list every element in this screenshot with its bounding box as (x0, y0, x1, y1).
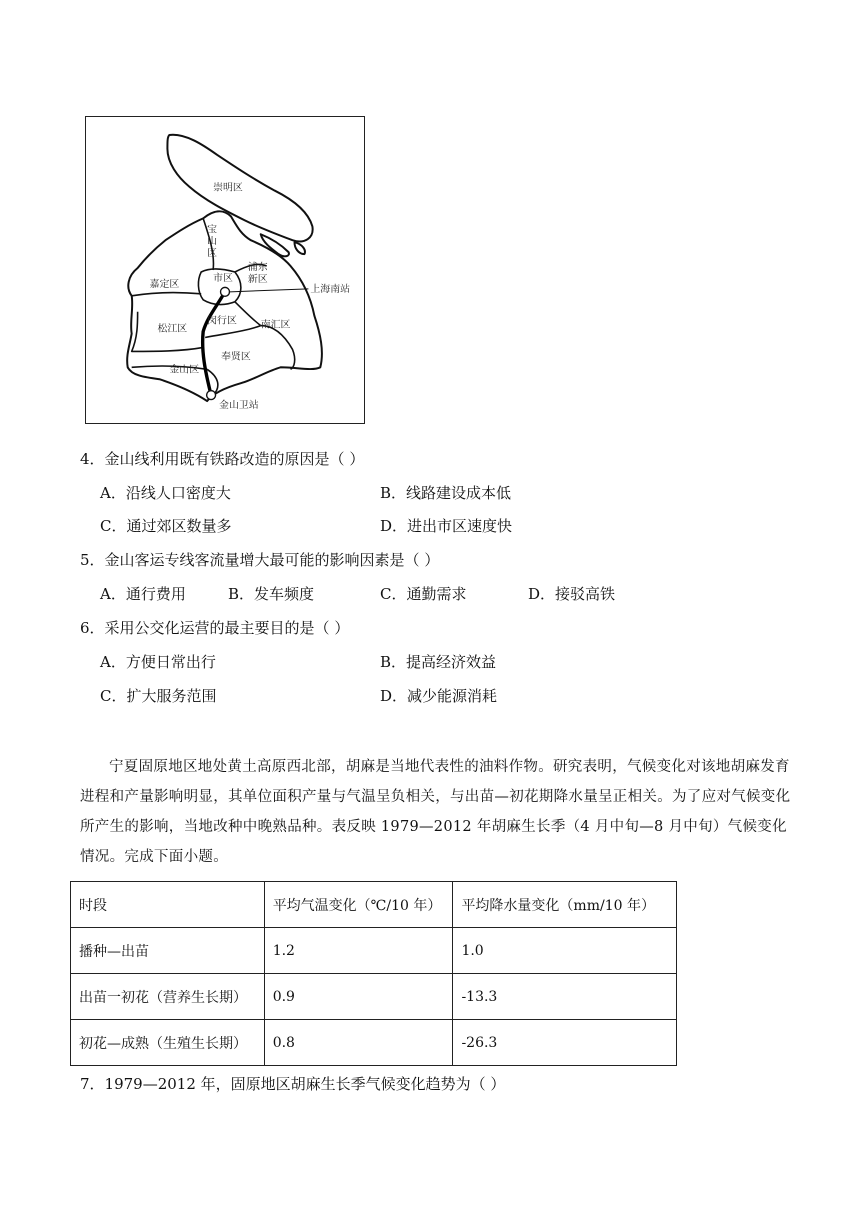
border-fengxian (205, 326, 261, 338)
table-row (71, 928, 677, 974)
question-6-option-d: D．减少能源消耗 (380, 687, 498, 705)
question-5-option-b: B．发车频度 (228, 585, 315, 603)
table-cell: 出苗一初花（营养生长期） (71, 974, 265, 1020)
question-4-option-c: C．通过郊区数量多 (100, 517, 232, 535)
question-5-option-c: C．通勤需求 (380, 585, 467, 603)
question-6-stem: 6．采用公交化运营的最主要目的是（ ） (80, 619, 350, 637)
table-cell: -13.3 (453, 974, 677, 1020)
question-4-stem: 4．金山线利用既有铁路改造的原因是（ ） (80, 450, 365, 468)
question-7-stem: 7．1979—2012 年，固原地区胡麻生长季气候变化趋势为（ ） (80, 1075, 506, 1093)
label-pudong-1: 浦东 (247, 262, 268, 273)
label-chongming: 崇明区 (213, 182, 243, 194)
border-jiading (132, 293, 201, 296)
table-header-cell: 平均降水量变化（mm/10 年） (453, 882, 677, 928)
jinshanwei-station-marker (207, 391, 216, 400)
question-5-stem: 5．金山客运专线客流量增大最可能的影响因素是（ ） (80, 551, 440, 569)
climate-change-table (70, 881, 677, 1066)
table-cell: 1.2 (264, 928, 453, 974)
table-row (71, 974, 677, 1020)
border-nanhui (261, 326, 295, 370)
table-cell: 0.9 (264, 974, 453, 1020)
label-baoshan-1: 宝 (207, 224, 218, 236)
label-jinshan: 金山区 (169, 364, 200, 376)
jinshan-railway-line (203, 292, 225, 395)
label-jiading: 嘉定区 (149, 278, 180, 290)
question-4-option-b: B．线路建设成本低 (380, 484, 512, 502)
question-5-option-a: A．通行费用 (100, 585, 186, 603)
table-cell: -26.3 (453, 1020, 677, 1066)
label-shiqu: 市区 (213, 272, 233, 284)
shanghai-map-figure (85, 116, 365, 424)
question-6-option-a: A．方便日常出行 (100, 653, 216, 671)
label-shanghai-south: 上海南站 (310, 283, 351, 295)
table-row (71, 1020, 677, 1066)
question-5-option-d: D．接驳高铁 (528, 585, 616, 603)
shanghai-south-station-marker (221, 287, 230, 296)
question-6-option-c: C．扩大服务范围 (100, 687, 217, 705)
question-6-option-b: B．提高经济效益 (380, 653, 497, 671)
islet-2-outline (295, 242, 305, 254)
label-pudong-2: 新区 (247, 273, 268, 285)
label-fengxian: 奉贤区 (221, 351, 251, 363)
label-baoshan-2: 山 (207, 236, 218, 248)
question-4-option-d: D．进出市区速度快 (380, 517, 513, 535)
label-jinshanwei: 金山卫站 (219, 400, 259, 412)
map-drawing (86, 117, 364, 423)
shanghai-south-leader-line (230, 289, 308, 292)
label-baoshan-3: 区 (207, 248, 218, 260)
climate-passage: 宁夏固原地区地处黄土高原西北部，胡麻是当地代表性的油料作物。研究表明，气候变化对该地胡麻发育进程和产量影响明显，其单位面积产量与气温呈负相关，与出苗—初花期降水量呈正相关。为了应对气候变化所产生的影响，当地改种中晚熟品种。表反映 1979—2012 年胡麻生长季（4 月中旬—8 月中旬）气候变化情况。完成下面小题。 (80, 759, 791, 865)
table-header-cell: 时段 (71, 882, 265, 928)
label-nanhui: 南汇区 (260, 319, 291, 331)
table-cell: 1.0 (453, 928, 677, 974)
table-cell: 初花—成熟（生殖生长期） (71, 1020, 265, 1066)
table-cell: 播种—出苗 (71, 928, 265, 974)
border-minhang-east (235, 302, 261, 326)
table-cell: 0.8 (264, 1020, 453, 1066)
table-header-row (71, 882, 677, 928)
label-songjiang: 松江区 (157, 323, 188, 335)
table-header-cell: 平均气温变化（℃/10 年） (264, 882, 453, 928)
question-4-option-a: A．沿线人口密度大 (100, 484, 231, 502)
label-minhang: 闵行区 (207, 315, 237, 327)
